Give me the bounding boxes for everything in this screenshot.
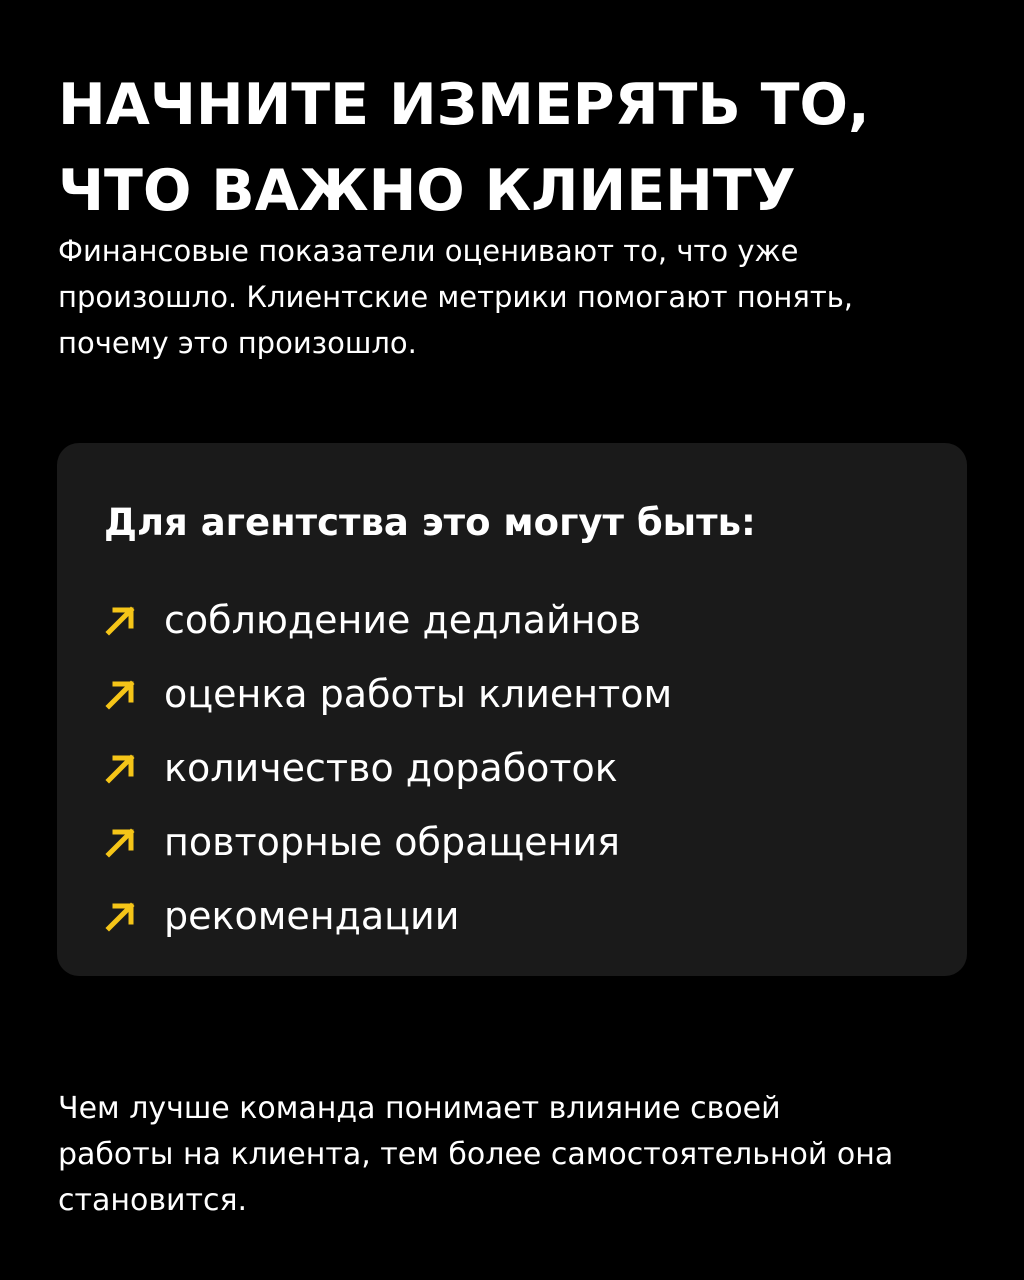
list-item-text: количество доработок xyxy=(164,746,618,790)
list-item-text: повторные обращения xyxy=(164,820,620,864)
list-item xyxy=(104,731,672,805)
list-item-text: оценка работы клиентом xyxy=(164,672,673,716)
page-title-line-1: НАЧНИТЕ ИЗМЕРЯТЬ ТО, xyxy=(58,72,870,138)
metrics-card xyxy=(57,443,967,976)
arrow-up-right-icon xyxy=(104,603,138,637)
intro-line-1: Финансовые показатели оценивают то, что уже xyxy=(58,234,799,268)
metrics-list xyxy=(104,583,672,953)
intro-line-2: произошло. Клиентские метрики помогают понять, xyxy=(58,280,854,314)
intro-line-3: почему это произошло. xyxy=(58,326,417,360)
list-item xyxy=(104,879,672,953)
footer-line-3: становится. xyxy=(58,1183,248,1218)
card-heading: Для агентства это могут быть: xyxy=(104,501,756,544)
list-item xyxy=(104,657,672,731)
list-item xyxy=(104,805,672,879)
list-item xyxy=(104,583,672,657)
arrow-up-right-icon xyxy=(104,751,138,785)
arrow-up-right-icon xyxy=(104,825,138,859)
list-item-text: соблюдение дедлайнов xyxy=(164,598,642,642)
footer-line-2: работы на клиента, тем более самостоятельной она xyxy=(58,1137,894,1172)
arrow-up-right-icon xyxy=(104,899,138,933)
list-item-text: рекомендации xyxy=(164,894,460,938)
page-title-line-2: ЧТО ВАЖНО КЛИЕНТУ xyxy=(58,158,796,224)
page-title xyxy=(58,62,978,234)
intro-paragraph xyxy=(58,228,988,366)
arrow-up-right-icon xyxy=(104,677,138,711)
footer-line-1: Чем лучше команда понимает влияние своей xyxy=(58,1091,781,1126)
footer-paragraph xyxy=(58,1086,998,1224)
